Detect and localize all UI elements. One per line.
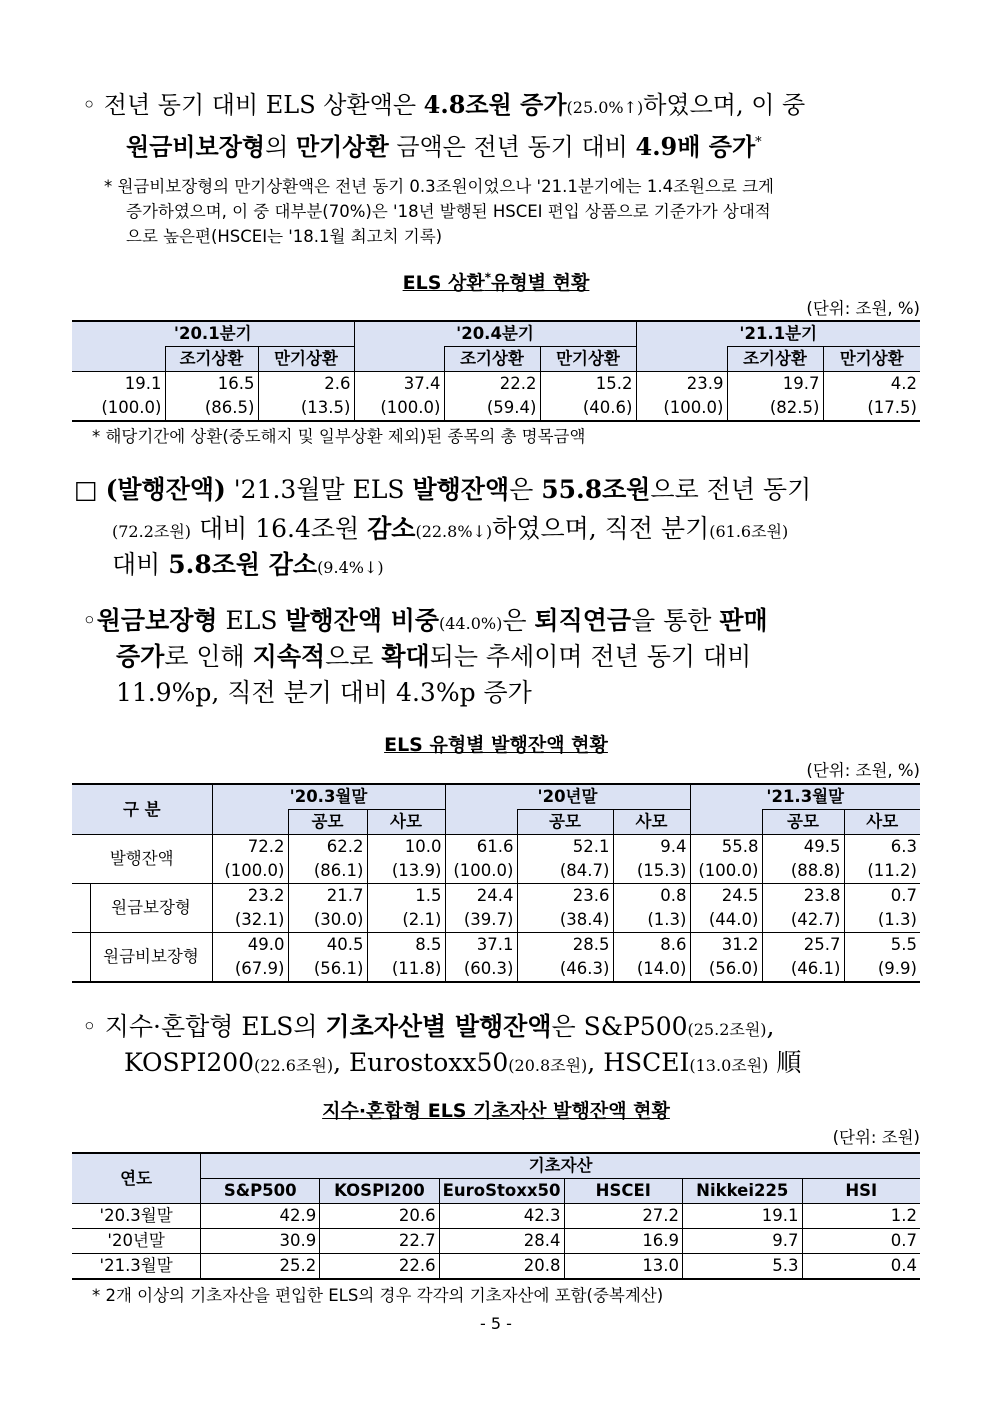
para3-line2 — [116, 640, 751, 674]
cell: (11.8) — [367, 957, 445, 982]
text: 順 — [768, 1048, 802, 1077]
cell: (46.3) — [517, 957, 613, 982]
cell: 24.5 — [690, 884, 762, 909]
text-small: (22.8%↓) — [415, 522, 493, 541]
empty — [445, 810, 517, 835]
footnote-mark: * — [755, 135, 762, 150]
text: 으로 전년 동기 — [650, 475, 812, 504]
cell: 37.4 — [354, 372, 444, 397]
cell: 0.4 — [802, 1254, 920, 1280]
cell: 8.6 — [613, 933, 690, 958]
text: ELS 상환 — [402, 272, 485, 294]
text-bold: 확대 — [381, 642, 430, 671]
cell: 0.7 — [802, 1229, 920, 1254]
cell: 28.5 — [517, 933, 613, 958]
text-small: (22.6조원) — [254, 1056, 334, 1075]
cell: 19.7 — [727, 372, 823, 397]
table1-period-2: '20.4분기 — [354, 321, 636, 347]
para4-line2 — [124, 1046, 801, 1083]
cell: (38.4) — [517, 908, 613, 933]
table2-sub-private: 사모 — [844, 810, 920, 835]
table1-sub-maturity: 만기상환 — [540, 347, 636, 372]
table2-period-3: '21.3월말 — [690, 784, 920, 810]
text-bold: 만기상환 — [295, 132, 389, 161]
text: 은 — [509, 475, 542, 504]
table1-unit: (단위: 조원, %) — [806, 299, 920, 318]
text: 은 S&P500 — [551, 1012, 688, 1041]
text: 으로 — [325, 642, 382, 671]
cell: (56.1) — [288, 957, 367, 982]
text: 하였으며, 이 중 — [643, 91, 806, 119]
cell: 62.2 — [288, 835, 367, 860]
cell: 42.3 — [439, 1204, 564, 1229]
cell: 49.0 — [212, 933, 288, 958]
table1-period-3: '21.1분기 — [636, 321, 920, 347]
text: ◦ 전년 동기 대비 ELS 상환액은 — [82, 91, 424, 119]
cell: 8.5 — [367, 933, 445, 958]
cell: (15.3) — [613, 859, 690, 884]
cell: (40.6) — [540, 396, 636, 421]
para2-line1 — [74, 473, 811, 507]
table3-asset-nikkei225: Nikkei225 — [683, 1179, 802, 1204]
text: 대비 — [112, 550, 169, 579]
cell: 16.5 — [165, 372, 258, 397]
text-small: (9.4%↓) — [317, 558, 384, 577]
cell: (39.7) — [445, 908, 517, 933]
cell: (1.3) — [844, 908, 920, 933]
cell: 22.7 — [320, 1229, 439, 1254]
cell: (13.9) — [367, 859, 445, 884]
cell: (60.3) — [445, 957, 517, 982]
cell: 23.8 — [762, 884, 844, 909]
text-small: (13.0조원) — [689, 1056, 769, 1075]
text-bold: 판매 — [719, 606, 768, 635]
cell: 16.9 — [564, 1229, 683, 1254]
para3-line1 — [82, 604, 768, 641]
table1-sub-maturity: 만기상환 — [258, 347, 354, 372]
table3 — [72, 1152, 920, 1280]
table3-row — [72, 1254, 920, 1280]
table3-asset-kospi200: KOSPI200 — [320, 1179, 439, 1204]
text: 대비 16.4조원 — [191, 514, 368, 543]
table3-title: 지수·혼합형 ELS 기초자산 발행잔액 현황 — [322, 1100, 670, 1122]
cell: 0.8 — [613, 884, 690, 909]
cell: (67.9) — [212, 957, 288, 982]
note1-line3: 으로 높은편(HSCEI는 '18.1월 최고치 기록) — [126, 227, 443, 246]
table3-unit: (단위: 조원) — [832, 1128, 920, 1147]
para3-line3: 11.9%p, 직전 분기 대비 4.3%p 증가 — [116, 678, 532, 707]
footnote-mark: * — [484, 270, 491, 285]
cell: 55.8 — [690, 835, 762, 860]
para4-line1 — [82, 1010, 774, 1047]
cell: 4.2 — [823, 372, 920, 397]
text-bold: 기초자산별 발행잔액 — [325, 1012, 552, 1041]
table3-row — [72, 1204, 920, 1229]
table2-sub-public: 공모 — [517, 810, 613, 835]
row-label: 원금보장형 — [90, 884, 212, 933]
cell: (14.0) — [613, 957, 690, 982]
cell: 19.1 — [124, 374, 162, 393]
text: , Eurostoxx50 — [333, 1048, 509, 1077]
text: 로 인해 — [164, 642, 253, 671]
table2-unit: (단위: 조원, %) — [806, 761, 920, 780]
table1-row-amount — [72, 372, 920, 397]
cell: 23.2 — [212, 884, 288, 909]
text-bold: 원금보장형 — [96, 606, 218, 635]
text: '21.3월말 ELS — [225, 475, 413, 504]
cell: (1.3) — [613, 908, 690, 933]
cell: 52.1 — [517, 835, 613, 860]
table2 — [72, 783, 920, 983]
table3-asset-hsi: HSI — [802, 1179, 920, 1204]
text: KOSPI200 — [124, 1048, 255, 1077]
cell: 27.2 — [564, 1204, 683, 1229]
text-small: (72.2조원) — [112, 522, 192, 541]
para2-line3 — [112, 548, 384, 585]
table1-sub-early: 조기상환 — [727, 347, 823, 372]
row-label: '20.3월말 — [99, 1206, 173, 1225]
text-bold: 발행잔액 비중 — [285, 606, 439, 635]
cell: (30.0) — [288, 908, 367, 933]
cell: (100.0) — [690, 859, 762, 884]
table2-gubun: 구 분 — [72, 784, 212, 835]
text: , — [766, 1012, 775, 1041]
text: 하였으며, 직전 분기 — [492, 514, 710, 543]
cell: 24.4 — [445, 884, 517, 909]
cell: 28.4 — [439, 1229, 564, 1254]
cell: (88.8) — [762, 859, 844, 884]
text: 되는 추세이며 전년 동기 대비 — [429, 642, 752, 671]
text: ◦ 지수·혼합형 ELS의 — [82, 1012, 326, 1041]
cell: 10.0 — [367, 835, 445, 860]
cell: 6.3 — [844, 835, 920, 860]
cell: (32.1) — [212, 908, 288, 933]
cell: (17.5) — [823, 396, 920, 421]
cell: (9.9) — [844, 957, 920, 982]
cell: 5.5 — [844, 933, 920, 958]
indent — [72, 933, 90, 983]
table3-group-header: 기초자산 — [201, 1153, 920, 1179]
page-number: - 5 - — [480, 1314, 512, 1333]
table1 — [72, 320, 920, 422]
text: 을 통한 — [631, 606, 720, 635]
text-small: (25.0%↑) — [566, 98, 644, 117]
table2-sub-private: 사모 — [613, 810, 690, 835]
checkbox-icon: □ — [74, 475, 106, 504]
empty — [72, 347, 165, 372]
table3-footnote: * 2개 이상의 기초자산을 편입한 ELS의 경우 각각의 기초자산에 포함(중복계산) — [92, 1286, 664, 1305]
cell: (11.2) — [844, 859, 920, 884]
table2-row-protected — [72, 884, 920, 909]
table3-row — [72, 1229, 920, 1254]
table3-asset-hscei: HSCEI — [564, 1179, 683, 1204]
cell: 21.7 — [288, 884, 367, 909]
indent — [72, 884, 90, 933]
text-bold: 퇴직연금 — [534, 606, 632, 635]
cell: 1.5 — [367, 884, 445, 909]
text: , HSCEI — [587, 1048, 690, 1077]
row-label: '20년말 — [107, 1231, 165, 1250]
table2-sub-private: 사모 — [367, 810, 445, 835]
cell: 5.3 — [683, 1254, 802, 1280]
cell: 15.2 — [540, 372, 636, 397]
cell: 30.9 — [201, 1229, 320, 1254]
cell: 72.2 — [212, 835, 288, 860]
para2-line2 — [112, 512, 788, 549]
table2-title: ELS 유형별 발행잔액 현황 — [384, 734, 608, 756]
cell: (86.5) — [165, 396, 258, 421]
text-bold: 4.9배 증가 — [635, 132, 756, 161]
note1-line2: 증가하였으며, 이 중 대부분(70%)은 '18년 발행된 HSCEI 편입 상품으로 기준가가 상대적 — [126, 202, 771, 221]
bullet: ◦ — [82, 606, 97, 635]
table1-title — [0, 268, 992, 295]
para1-line2 — [126, 126, 762, 164]
text-small: (20.8조원) — [508, 1056, 588, 1075]
cell: (100.0) — [636, 396, 727, 421]
cell: (84.7) — [517, 859, 613, 884]
table1-footnote: * 해당기간에 상환(중도해지 및 일부상환 제외)된 종목의 총 명목금액 — [92, 427, 586, 446]
cell: 42.9 — [201, 1204, 320, 1229]
text: 금액은 전년 동기 대비 — [388, 133, 636, 161]
empty — [354, 347, 444, 372]
cell: (42.7) — [762, 908, 844, 933]
cell: 23.6 — [517, 884, 613, 909]
empty — [212, 810, 288, 835]
table1-period-1: '20.1분기 — [72, 321, 354, 347]
text-bold: 발행잔액 — [412, 475, 510, 504]
text: 은 — [502, 606, 535, 635]
table3-year-header: 연도 — [72, 1153, 201, 1204]
table1-sub-early: 조기상환 — [165, 347, 258, 372]
table2-period-1: '20.3월말 — [212, 784, 445, 810]
table2-sub-public: 공모 — [762, 810, 844, 835]
text-bold: 감소 — [367, 514, 416, 543]
cell: (100.0) — [445, 859, 517, 884]
text-bold: 5.8조원 감소 — [168, 550, 318, 579]
text-small: (44.0%) — [439, 614, 503, 633]
text: ELS — [217, 606, 286, 635]
cell: (86.1) — [288, 859, 367, 884]
para1-line1 — [82, 88, 805, 125]
cell: (56.0) — [690, 957, 762, 982]
cell: (100.0) — [212, 859, 288, 884]
row-label: 발행잔액 — [109, 849, 174, 868]
text-bold: 55.8조원 — [541, 475, 651, 504]
cell: (46.1) — [762, 957, 844, 982]
table1-sub-maturity: 만기상환 — [823, 347, 920, 372]
cell: 0.7 — [844, 884, 920, 909]
table1-row-pct — [72, 396, 920, 421]
cell: 19.1 — [683, 1204, 802, 1229]
cell: (44.0) — [690, 908, 762, 933]
cell: 22.6 — [320, 1254, 439, 1280]
note1-line1: * 원금비보장형의 만기상환액은 전년 동기 0.3조원이었으나 '21.1분기에는 1.4조원으로 크게 — [104, 177, 774, 196]
table3-asset-eurostoxx50: EuroStoxx50 — [439, 1179, 564, 1204]
cell: 13.0 — [564, 1254, 683, 1280]
cell: 61.6 — [445, 835, 517, 860]
table3-asset-sp500: S&P500 — [201, 1179, 320, 1204]
cell: 20.8 — [439, 1254, 564, 1280]
text: 유형별 현황 — [490, 272, 590, 294]
cell: (13.5) — [258, 396, 354, 421]
cell: (100.0) — [101, 398, 162, 417]
cell: 49.5 — [762, 835, 844, 860]
cell: (100.0) — [354, 396, 444, 421]
text: 의 — [265, 133, 296, 161]
empty — [690, 810, 762, 835]
text-bold: 지속적 — [252, 642, 326, 671]
cell: 37.1 — [445, 933, 517, 958]
cell: 25.2 — [201, 1254, 320, 1280]
cell: 25.7 — [762, 933, 844, 958]
text-bold: 4.8조원 증가 — [423, 90, 567, 119]
cell: 9.4 — [613, 835, 690, 860]
cell: 1.2 — [802, 1204, 920, 1229]
empty — [636, 347, 727, 372]
text-bold: 원금비보장형 — [126, 132, 266, 161]
cell: 22.2 — [444, 372, 540, 397]
cell: (59.4) — [444, 396, 540, 421]
table1-sub-early: 조기상환 — [444, 347, 540, 372]
cell: 23.9 — [636, 372, 727, 397]
row-label: 원금비보장형 — [90, 933, 212, 983]
table2-period-2: '20년말 — [445, 784, 690, 810]
table2-row-nonprotected — [72, 933, 920, 958]
cell: 40.5 — [288, 933, 367, 958]
cell: 20.6 — [320, 1204, 439, 1229]
cell: 2.6 — [258, 372, 354, 397]
text-small: (61.6조원) — [709, 522, 789, 541]
table2-sub-public: 공모 — [288, 810, 367, 835]
text-bold: 증가 — [116, 642, 165, 671]
text-bold: (발행잔액) — [105, 475, 226, 504]
cell: 31.2 — [690, 933, 762, 958]
cell: 9.7 — [683, 1229, 802, 1254]
cell: (82.5) — [727, 396, 823, 421]
text-small: (25.2조원) — [687, 1020, 767, 1039]
table2-row-total — [72, 835, 920, 860]
row-label: '21.3월말 — [99, 1256, 173, 1275]
cell: (2.1) — [367, 908, 445, 933]
